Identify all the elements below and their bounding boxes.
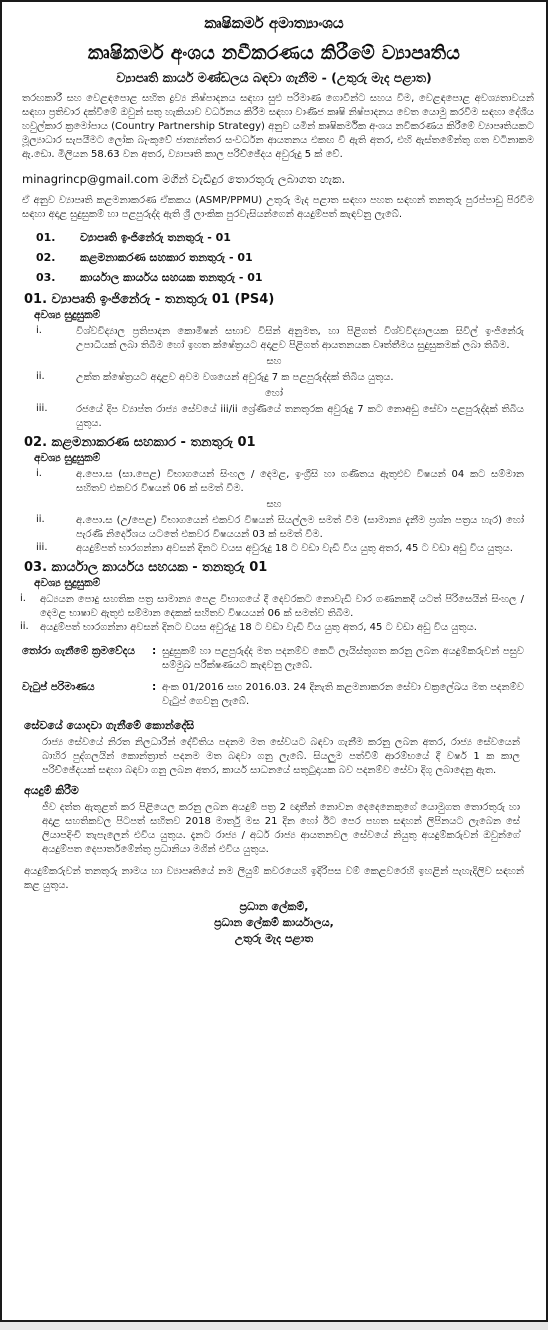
selection-method	[22, 645, 534, 673]
item-text: උක්ත ක්ෂේත්‍රයට අදාළව අවම වශයෙන් අවුරුදු 7 ක පළපුරුද්දක් තිබිය යුතුය.	[76, 372, 394, 383]
item-number: iii.	[36, 403, 48, 414]
intro-paragraph: තරඟකාරී සහ වෙළඳපොළ සහිත ද්‍රව්‍ය නිෂ්පාදනය සඳහා සුළු පරිමාණ ගොවීන්ට සහය වීම, වෙළඳපොළ අවශ්‍යතාවයන් සඳහා ප්‍රතිචාර දක්වීමේ ඔවුන් සතු හැකියාව වර්ධනය කිරීම සඳහා වාණිජ කෘෂි නිෂ්පාදනය වෙත යොමු කරවීම සඳහා දේශීය හවුල්කාර ක්‍රමෝපාය (Country Partnership Strategy) අනුව යමින් කෘෂිකර්මික අංශය නවීකරණය කිරීමේ ව්‍යාපෘතියකට මූල්‍යාධාර සැපයීමට ලෝක බැංකුවේ ජාත්‍යන්තර සංවර්ධන ආයතනය එකඟ වී ඇති අතර, එහි ඇස්තමේන්තු ගත වටිනාකම ඇ.ඩො. මිලියන 58.63 වන අතර, ව්‍යාපෘති කාල පරිච්ඡේදය අවුරුදු 5 ක් වේ.	[22, 93, 534, 160]
item-number: i.	[20, 593, 26, 604]
selection-colon: :	[152, 645, 157, 657]
signature-line: උතුරු මැද පළාත	[234, 932, 314, 945]
qualification-item	[36, 371, 534, 385]
section-title: 02. කළමනාකරණ සහකාර - තනතුරු 01	[24, 435, 256, 450]
qualifications-heading: අවශ්‍ය සුදුසුකම්	[34, 309, 101, 321]
post-title: ව්‍යාපෘති ඉංජිනේරු තනතුරු - 01	[80, 231, 231, 244]
item-text: අයදුම්පත් භාරගන්නා අවසන් දිනට වයස අවුරුදු 18 ට වඩා වැඩි විය යුතු අතර, 45 ට වඩා අඩු විය යුතුය.	[40, 622, 477, 633]
qualification-item	[36, 468, 534, 496]
salary-text: අංක 01/2016 සහ 2016.03. 24 දිනැති කළමනාකරන සේවා චක්‍රලේඛය මත පදනම්ව වැටුප් ගෙවනු ලැබේ.	[162, 682, 524, 707]
item-text: අ.පො.ස (උ/පෙළ) විභාගයෙන් එකවර විෂයන් සියල්ලම සමත් වීම (සාමාන්‍ය දැනීම ප්‍රශ්න පත්‍රය හැර) හෝ පැරණි නිර්දේශය යටතේ එකවර විෂයයන් 03 ක් සමත් වීම.	[76, 515, 524, 540]
item-text: රජයේ දිප ව්‍යාප්ත රාජ්‍ය සේවයේ iii/ii ශ්‍රේණියේ තනතුරක අවුරුදු 7 කට නොඅඩු සේවා පළපුරුද්දක් තිබිය යුතුය.	[76, 404, 524, 429]
qualification-item	[36, 325, 534, 353]
conditions-text: රාජ්‍ය සේවයේ නිරත නිලධාරීන් දේවීතිය පදනම මත සේවයට බඳවා ගැනීම කරනු ලබන අතර, රාජ්‍ය සේවයෙන් බාහිර පුද්ගලයින් කොන්ත්‍රාත් පදනම මත බඳවා ගනු ලැබේ. සියලුම පත්වීම් ආරම්භයේ දී වර්ෂ 1 ක කාල පරිච්ඡේදයක් සඳහා බඳවා ගනු ලබන අතර, කාර්ය සාධනයේ සතුටුදායක බව පදනම්ව සේවා දිගු ලබාදෙනු ඇත.	[42, 737, 520, 776]
conjunction-and: සහ	[266, 499, 282, 510]
post-number: 03.	[36, 271, 56, 284]
item-text: අ.පො.ස (සා.පෙළ) විභාගයෙන් සිංහල / දෙමළ, ඉංග්‍රීසි හා ගණිතය ඇතුළුව විෂයන් 04 කට සම්මාන සහිතව එකවර විෂයන් 06 ක් සමත් වීම.	[76, 469, 524, 494]
item-number: ii.	[36, 371, 45, 382]
salary-label: වැටුප් පරිමාණය	[22, 681, 95, 693]
qualifications-heading: අවශ්‍ය සුදුසුකම්	[34, 452, 101, 464]
qualification-item	[36, 514, 534, 542]
qualifications-heading: අවශ්‍ය සුදුසුකම්	[34, 577, 101, 589]
recruitment-subtitle: ව්‍යාපෘති කාර්ය මණ්ඩලය බඳවා ගැනීම - (උතුරු මැද පළාත)	[116, 70, 432, 85]
signature-block	[14, 899, 534, 947]
conditions-heading: සේවයේ යොදවා ගැනීමේ කොන්දේසි	[24, 719, 195, 732]
item-number: ii.	[36, 514, 45, 525]
post-title: කළමනාකරණ සහකාර තනතුරු - 01	[80, 251, 253, 264]
bottom-strip	[0, 1322, 548, 1330]
qualification-item	[20, 621, 534, 635]
selection-text: සුදුසුකම් හා පළපුරුද්ද මත පදනම්ව කෙටි ලැයිස්තුගත කරනු ලබන අයදුම්කරුවන් පසුව සම්මුඛ පරීක්ෂණයට කැඳවනු ලැබේ.	[162, 646, 524, 671]
apply-text: ජීව දත්ත ඇතුළත් කර පිළියෙල කරනු ලබන අයදුම් පත්‍ර 2 ඥාතීන් නොවන දෙදෙනෙකුගේ යොමුගත තොරතුරු හා අදාළ සහතිකවල පිටපත් සහිතව 2018 මාර්තු මස 21 දින හෝ ඊට පෙර පහත සඳහන් ලිපිනයට ලැබෙන සේ ලියාපදිංචි තැපැලෙන් එවිය යුතුය. දැනට රාජ්‍ය / අර්ධ රාජ්‍ය ආයතනවල සේවයේ නියුතු අයදුම්කරුවන් ඔවුන්ගේ අයදුම්පත දෙපාර්තමේන්තු ප්‍රධානියා මගින් එවිය යුතුය.	[42, 802, 520, 855]
section-title: 01. ව්‍යාපෘති ඉංජිනේරු - තනතුරු 01 (PS4)	[24, 292, 275, 307]
signature-line: ප්‍රධාන ලේකම් කාර්යාලය,	[214, 916, 334, 929]
apply-heading: අයදුම් කිරීම	[24, 784, 79, 797]
post-item	[36, 228, 534, 248]
ministry-title: කෘෂිකර්ම අමාත්‍යාංශය	[204, 14, 344, 32]
qualification-item	[20, 593, 534, 621]
conjunction-or: හෝ	[265, 388, 283, 399]
project-title: කෘෂිකර්ම අංශය නවීකරණය කිරීමේ ව්‍යාපෘතිය	[87, 42, 461, 64]
qualification-item	[36, 542, 534, 556]
item-number: ii.	[20, 621, 29, 632]
post-number: 01.	[36, 231, 56, 244]
item-number: i.	[36, 468, 42, 479]
contact-email: minagrincp@gmail.com මගින් වැඩිදුර තොරතුරු ලබාගත හැක.	[22, 172, 346, 186]
section-management-assistant	[14, 435, 534, 556]
post-title: කාර්යාල කාර්යය සහයක තනතුරු - 01	[80, 271, 263, 284]
section-office-assistant	[14, 560, 534, 635]
post-item	[36, 268, 534, 288]
selection-label: තෝරා ගැනීමේ ක්‍රමවේදය	[22, 645, 135, 657]
conjunction-and: සහ	[266, 356, 282, 367]
item-text: අයදුම්පත් භාරගන්නා අවසන් දිනට වයස අවුරුදු 18 ට වඩා වැඩි විය යුතු අතර, 45 ට වඩා අඩු විය යුතුය.	[76, 543, 513, 554]
signature-line: ප්‍රධාන ලේකම්,	[239, 900, 309, 913]
item-number: iii.	[36, 542, 48, 553]
closing-instruction: අයදුම්කරුවන් තනතුරු නාමය හා ව්‍යාපෘතියේ නම ලියුම් කවරයෙහි ඉදිරිපස වම් කෙළවරෙහි ඉහළින් පැහැදිලිව සඳහන් කළ යුතුය.	[24, 866, 524, 891]
qualification-item	[36, 403, 534, 431]
item-text: විශ්වවිද්‍යාල ප්‍රතිපාදන කොමිෂන් සභාව විසින් අනුමත, හා පිළිගත් විශ්වවිද්‍යාලයක සිවිල් ඉංජිනේරු උපාධියක් ලබා තිබීම හෝ ඉහත ක්ෂේත්‍රයට අදාළව පිළිගත් ආයතනයක වෘත්තීමය සුදුසුකමක් ලබා තිබීම.	[76, 326, 524, 351]
salary-colon: :	[152, 681, 157, 693]
post-item	[36, 248, 534, 268]
section-title: 03. කාර්යාල කාර්යය සහයක - තනතුරු 01	[24, 560, 268, 575]
salary-scale	[22, 681, 534, 709]
posts-list	[14, 228, 534, 288]
vacancy-note: ඒ අනුව ව්‍යාපෘති කළමනාකරණ ඒකකය (ASMP/PPMU) උතුරු මැද පළාත සඳහා පහත සඳහන් තනතුරු පුරප්පාඩු පිරවීම සඳහා අදාළ සුදුසුකම් හා පළපුරුද්ද ඇති ශ්‍රී ලාංකික පුරවැසියන්ගෙන් අයදුම්පත් කැඳවනු ලැබේ.	[22, 195, 534, 220]
post-number: 02.	[36, 251, 56, 264]
item-number: i.	[36, 325, 42, 336]
item-text: අධ්‍යයන පොදු සහතික පත්‍ර සාමාන්‍ය පෙළ විභාගයේ දී දෙවරකට නොවැඩි වාර ගණනකදී යටත් පිරිසෙයින් සිංහල / දෙමළ භාෂාව ඇතුළු සම්මාන දෙකක් සහිතව විෂයයන් 06 ක් සමත්ව තිබීම.	[40, 594, 524, 619]
section-project-engineer	[14, 292, 534, 431]
